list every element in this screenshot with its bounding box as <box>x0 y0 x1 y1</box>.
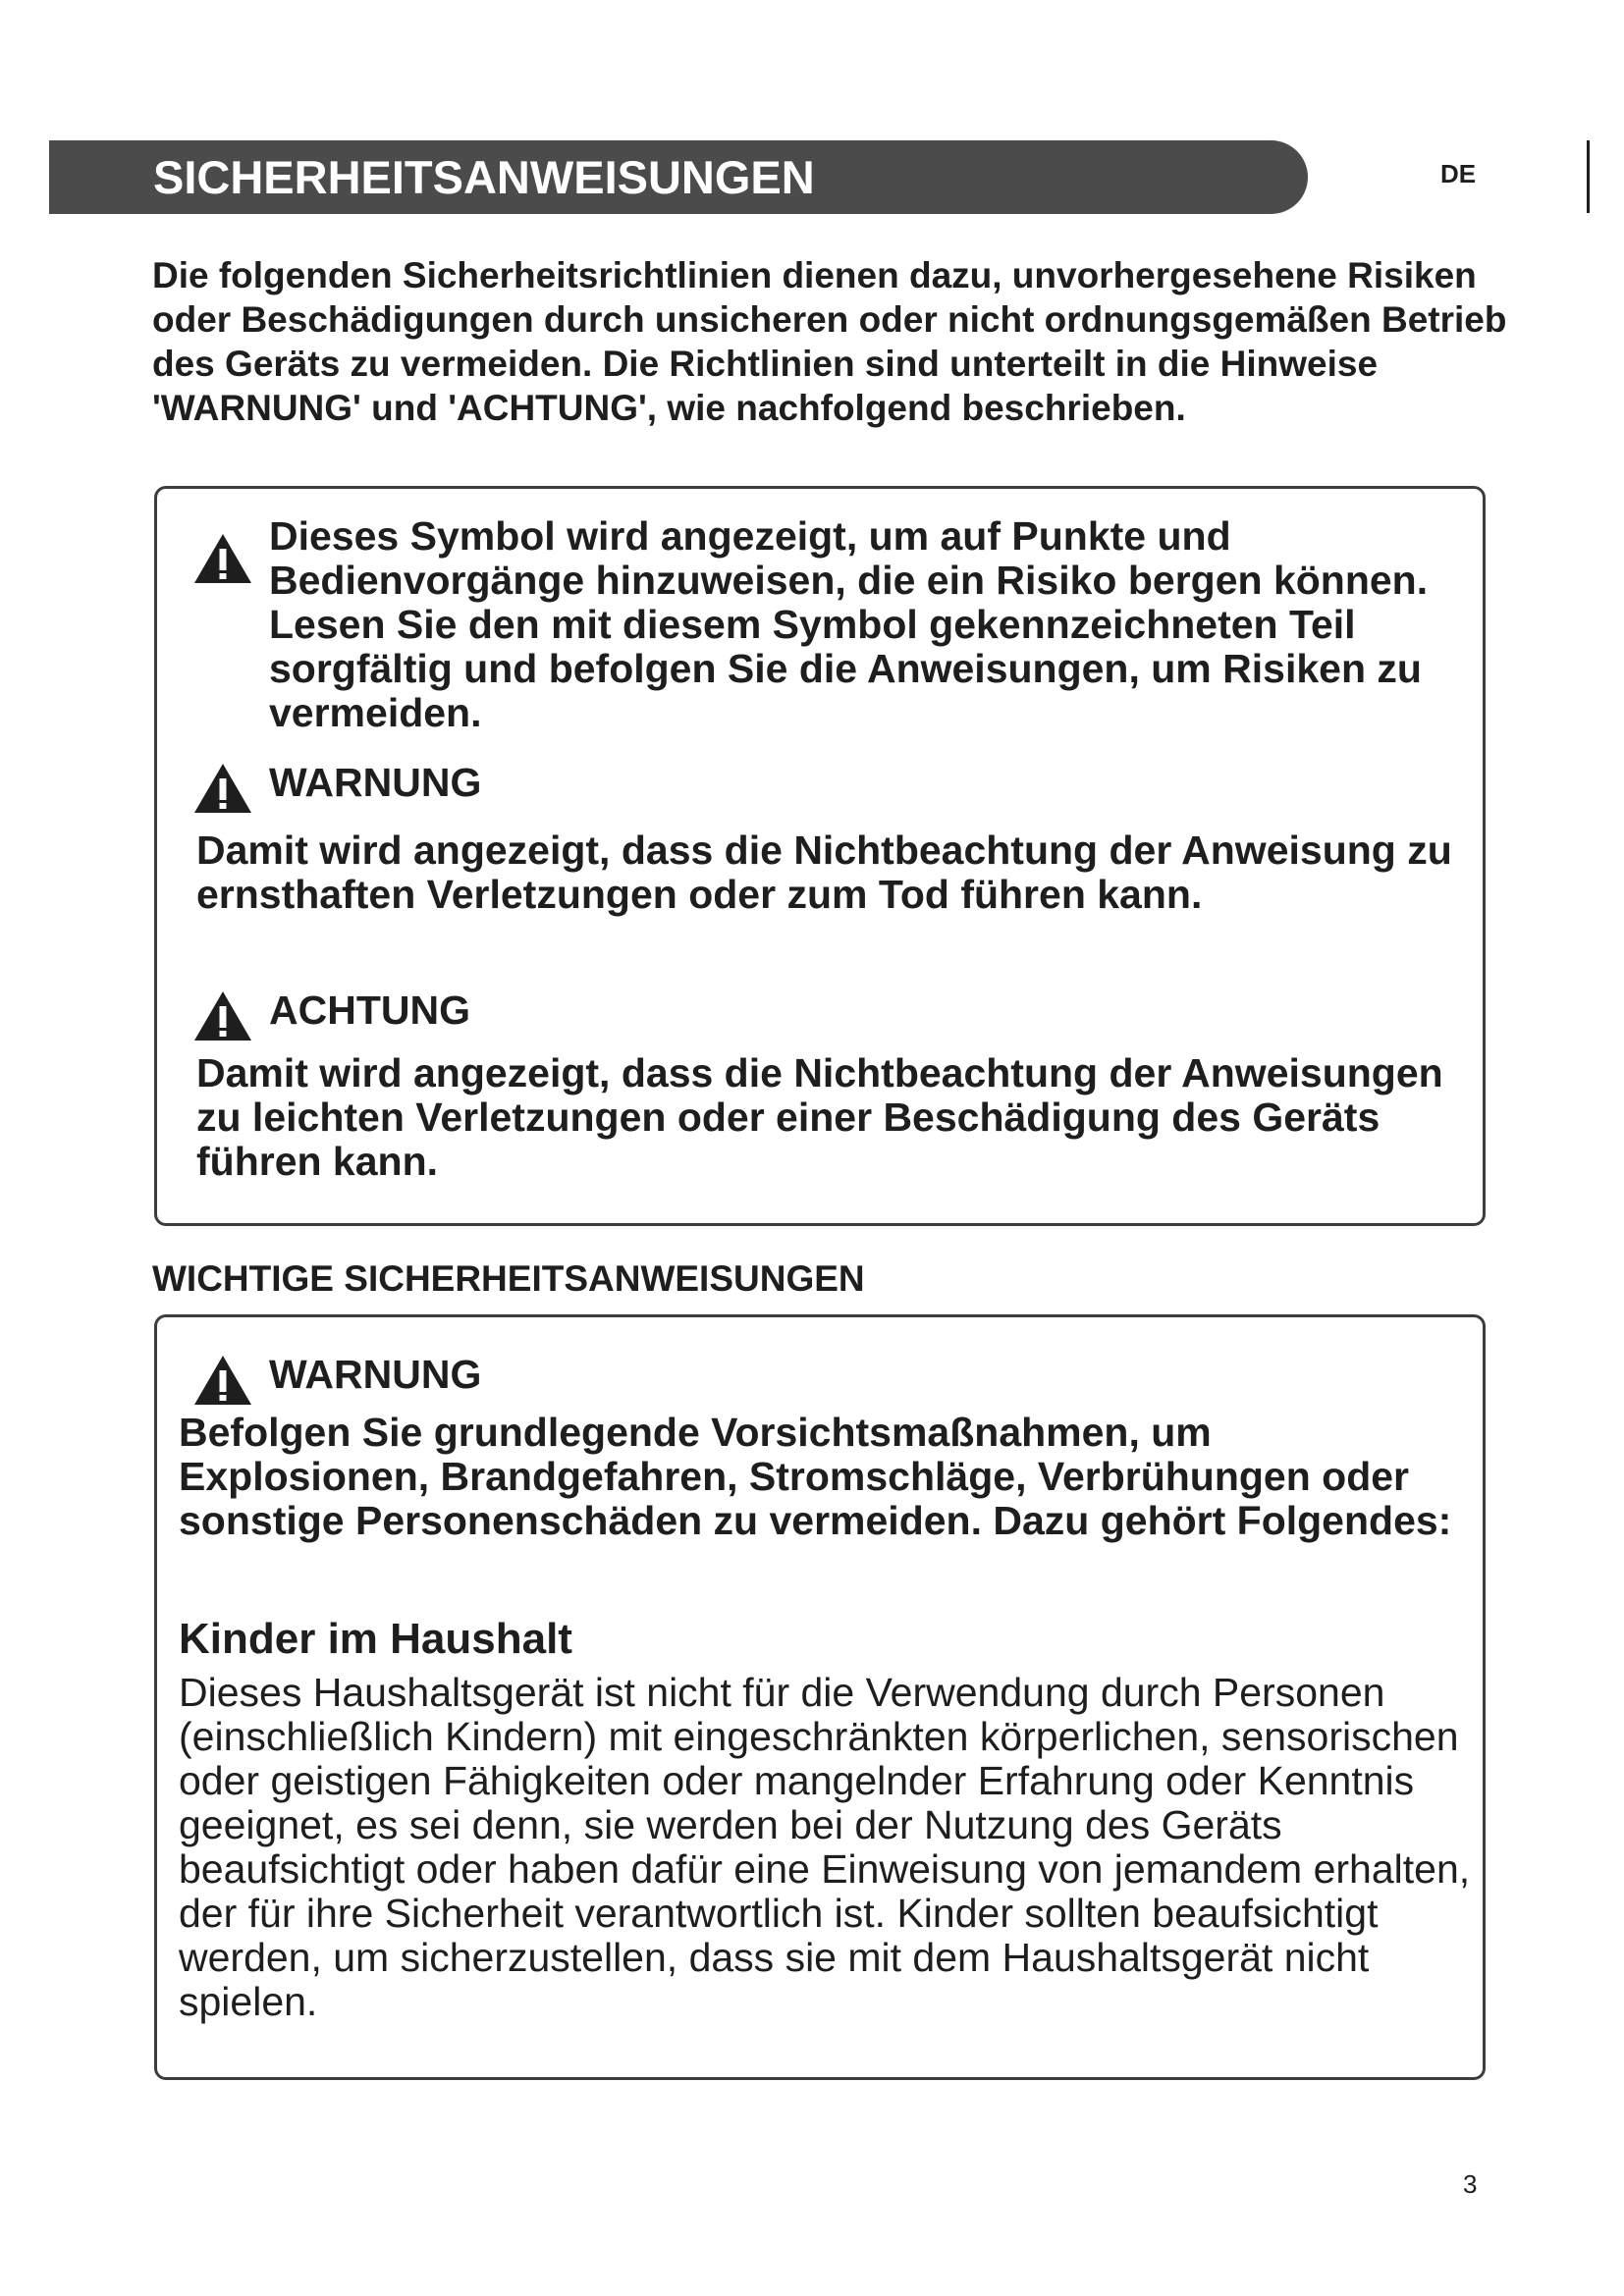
intro-paragraph: Die folgenden Sicherheitsrichtlinien dienen dazu, unvorhergesehene Risiken oder Beschädigungen durch unsicheren oder nicht ordnungsgemäßen Betrieb des Geräts zu vermeiden. Die Richtlinien sind unterteilt in die Hinweise 'WARNUNG' und 'ACHTUNG', wie nachfolgend beschrieben. <box>152 255 1507 428</box>
warning-label: WARNUNG <box>269 1352 482 1397</box>
caution-description: Damit wird angezeigt, dass die Nichtbeachtung der Anweisungen zu leichten Verletzungen oder einer Beschädigung des Geräts führen kann. <box>196 1050 1443 1184</box>
edge-marker <box>1587 140 1590 213</box>
caution-label: ACHTUNG <box>269 988 470 1033</box>
warning-label: WARNUNG <box>269 760 482 805</box>
warning-triangle-icon <box>192 1354 253 1407</box>
warning-description: Befolgen Sie grundlegende Vorsichtsmaßnahmen, um Explosionen, Brandgefahren, Stromschläge, Verbrühungen oder sonstige Personenschäden zu vermeiden. Dazu gehört Folgendes: <box>179 1410 1452 1543</box>
header-bar <box>49 140 1308 214</box>
warning-triangle-icon <box>192 532 253 585</box>
warning-triangle-icon <box>192 762 253 815</box>
symbol-description: Dieses Symbol wird angezeigt, um auf Punkte und Bedienvorgänge hinzuweisen, die ein Risiko bergen können. Lesen Sie den mit diesem Symbol gekennzeichneten Teil sorgfältig und befolgen Sie die Anweisungen, um Risiken zu vermeiden. <box>269 513 1429 735</box>
language-code: DE <box>1440 159 1477 188</box>
symbol-explanation-box <box>154 486 1486 1226</box>
section-heading: WICHTIGE SICHERHEITSANWEISUNGEN <box>152 1258 865 1299</box>
body-paragraph: Dieses Haushaltsgerät ist nicht für die Verwendung durch Personen (einschließlich Kindern) mit eingeschränkten körperlichen, sensorischen oder geistigen Fähigkeiten oder mangelnder Erfahrung oder Kenntnis geeignet, es sei denn, sie werden bei der Nutzung des Geräts beaufsichtigt oder haben dafür eine Einweisung von jemandem erhalten, der für ihre Sicherheit verantwortlich ist. Kinder sollten beaufsichtigt werden, um sicherzustellen, dass sie mit dem Haushaltsgerät nicht spielen. <box>179 1670 1471 2024</box>
page-title: SICHERHEITSANWEISUNGEN <box>153 151 815 203</box>
subheading: Kinder im Haushalt <box>179 1615 572 1663</box>
page-number: 3 <box>1463 2169 1478 2199</box>
warning-description: Damit wird angezeigt, dass die Nichtbeachtung der Anweisung zu ernsthaften Verletzungen oder zum Tod führen kann. <box>196 828 1452 917</box>
warning-triangle-icon <box>192 989 253 1042</box>
important-safety-box <box>154 1314 1486 2080</box>
